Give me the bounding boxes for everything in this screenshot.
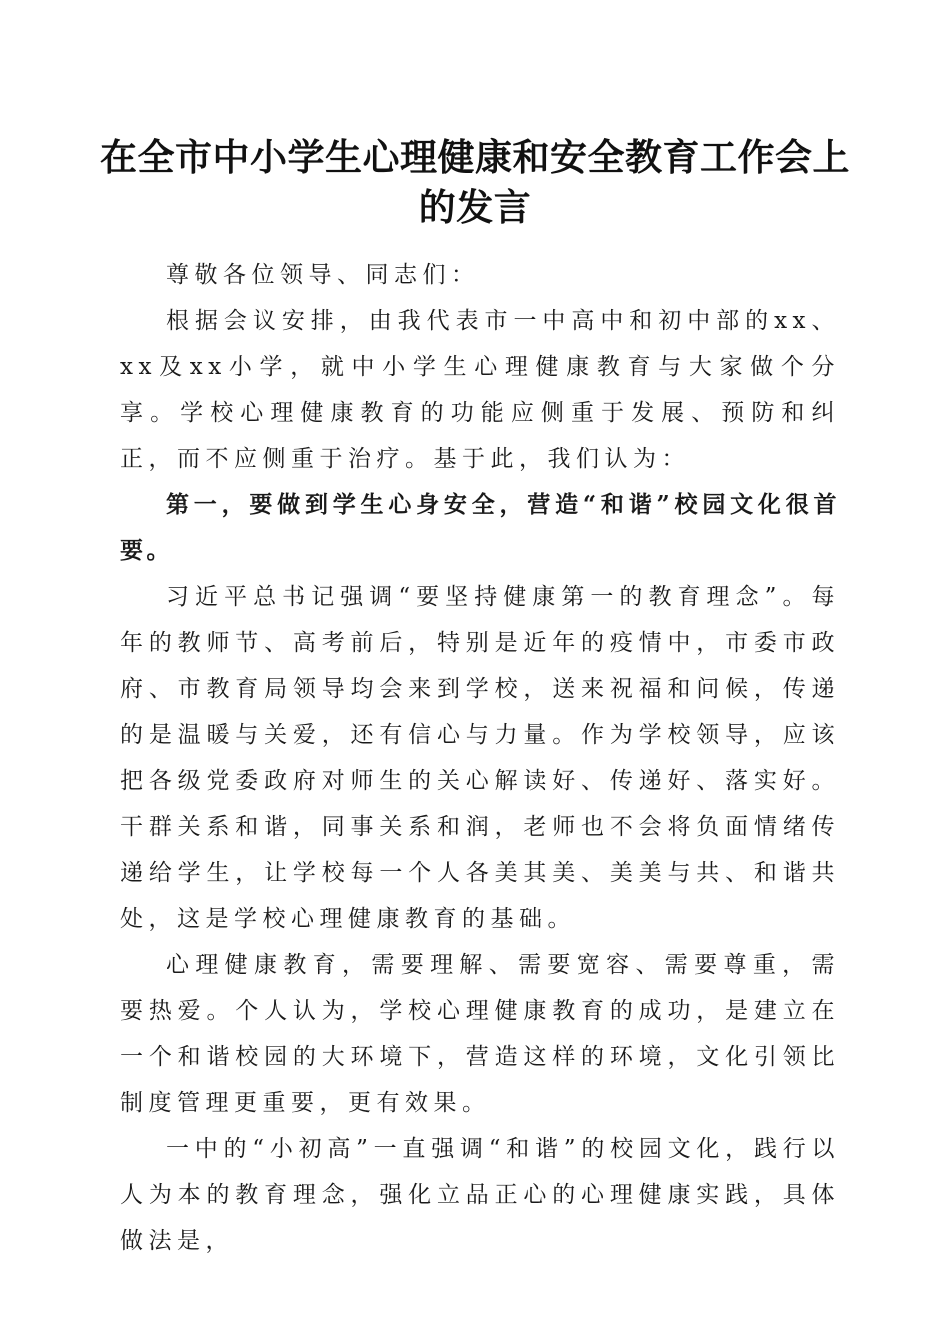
document-body [120, 252, 840, 1264]
salutation-paragraph: 尊敬各位领导、同志们： [166, 262, 480, 288]
section-heading-first: 第一，要做到学生心身安全，营造“和谐”校园文化很首要。 [120, 491, 840, 564]
body-paragraph: 心理健康教育，需要理解、需要宽容、需要尊重，需要热爱。个人认为，学校心理健康教育的成功，是建立在一个和谐校园的大环境下，营造这样的环境，文化引领比制度管理更重要，更有效果。 [120, 952, 840, 1116]
document-title: 在全市中小学生心理健康和安全教育工作会上的发言 [100, 135, 850, 229]
body-paragraph: 习近平总书记强调“要坚持健康第一的教育理念”。每年的教师节、高考前后，特别是近年的疫情中，市委市政府、市教育局领导均会来到学校，送来祝福和问候，传递的是温暖与关爱，还有信心与力量。作为学校领导，应该把各级党委政府对师生的关心解读好、传递好、落实好。干群关系和谐，同事关系和润，老师也不会将负面情绪传递给学生，让学校每一个人各美其美、美美与共、和谐共处，这是学校心理健康教育的基础。 [120, 584, 840, 932]
intro-paragraph: 根据会议安排，由我代表市一中高中和初中部的xx、xx及xx小学，就中小学生心理健康教育与大家做个分享。学校心理健康教育的功能应侧重于发展、预防和纠正，而不应侧重于治疗。基于此，我们认为： [120, 308, 840, 472]
body-paragraph: 一中的“小初高”一直强调“和谐”的校园文化，践行以人为本的教育理念，强化立品正心的心理健康实践，具体做法是， [120, 1136, 840, 1254]
